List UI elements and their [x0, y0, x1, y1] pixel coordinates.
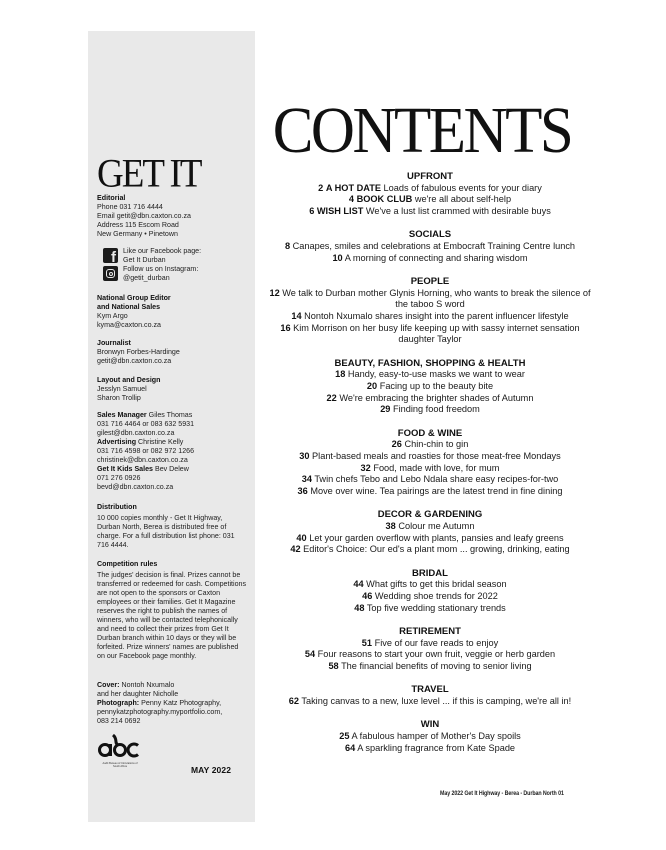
toc-page-number: 64 [344, 742, 356, 753]
toc-entry-title: The financial benefits of moving to senior living [341, 661, 532, 672]
toc-page-number: 18 [335, 369, 346, 380]
toc-section [262, 276, 598, 346]
editorial-email[interactable]: Email getit@dbn.caxton.co.za [97, 212, 191, 220]
toc-section-heading: TRAVEL [411, 684, 449, 696]
advertising-phone: 031 716 4598 or 082 972 1266 [97, 447, 195, 455]
toc-section [262, 171, 598, 218]
toc-entry[interactable] [262, 241, 598, 253]
toc-entry-title: Facing up to the beauty bite [379, 381, 494, 392]
toc-entry-title: Five of our fave reads to enjoy [374, 637, 499, 648]
toc-page-number: 48 [354, 602, 365, 613]
issue-date: MAY 2022 [191, 765, 232, 775]
abc-logo-caption: Audit Bureau of Circulations of South Africa [102, 762, 138, 768]
instagram-icon [103, 266, 118, 281]
toc-entry-title: Handy, easy-to-use masks we want to wear [347, 369, 525, 380]
competition-rules-block [97, 560, 247, 661]
toc-entry[interactable] [262, 521, 598, 533]
photograph-phone: 083 214 0692 [97, 717, 141, 725]
photograph-url[interactable]: pennykatzphotography.myportfolio.com, [97, 708, 223, 716]
toc-entry[interactable] [262, 404, 598, 416]
toc-section-heading: DECOR & GARDENING [377, 509, 483, 521]
toc-entry-title: We're embracing the brighter shades of Autumn [339, 392, 534, 403]
toc-entry[interactable] [262, 194, 598, 206]
toc-section [262, 428, 598, 498]
toc-entry-title: A sparkling fragrance from Kate Spade [357, 742, 516, 753]
sales-block [97, 411, 255, 492]
toc-entry[interactable] [262, 463, 598, 475]
toc-section-heading: FOOD & WINE [397, 427, 463, 439]
instagram-handle: @getit_durban [123, 274, 170, 282]
toc-page-number: 40 [296, 532, 307, 543]
sales-manager-email[interactable]: gilest@dbn.caxton.co.za [97, 429, 175, 437]
journalist-heading: Journalist [97, 339, 131, 347]
toc-page-number: 62 [288, 696, 299, 707]
toc-entry[interactable] [262, 731, 598, 743]
toc-page-number: 10 [332, 252, 343, 263]
toc-entry-title: Chin-chin to gin [404, 439, 469, 450]
sales-manager-line: Sales Manager Giles Thomas [97, 411, 193, 419]
toc-entry[interactable] [262, 579, 598, 591]
toc-entry[interactable] [262, 311, 598, 323]
toc-entry[interactable] [262, 474, 598, 486]
toc-entry[interactable] [262, 591, 598, 603]
toc-entry-title: we're all about self-help [414, 194, 512, 205]
toc-page-number: 4 [348, 194, 355, 205]
layout-designer-1: Jesslyn Samuel [97, 385, 147, 393]
national-editor-heading-1: National Group Editor [97, 294, 171, 302]
journalist-email[interactable]: getit@dbn.caxton.co.za [97, 357, 172, 365]
editorial-block [97, 194, 255, 239]
sales-manager-phone: 031 716 4464 or 083 632 5931 [97, 420, 195, 428]
toc-entry-title: Nontoh Nxumalo shares insight into the parent influencer lifestyle [304, 311, 569, 322]
toc-page-number: 22 [326, 392, 337, 403]
page-folio: May 2022 Get It Highway - Berea - Durban North 01 [440, 790, 564, 797]
toc-entry[interactable] [262, 206, 598, 218]
instagram-label: Follow us on Instagram: [123, 265, 199, 273]
toc-entry[interactable] [262, 649, 598, 661]
toc-page-number: 51 [361, 637, 373, 648]
toc-entry-title: Editor's Choice: Our ed's a plant mom ... growing, drinking, eating [303, 544, 570, 555]
toc-entry-title: Taking canvas to a new, luxe level ... if this is camping, we're all in! [301, 696, 572, 707]
facebook-handle: Get It Durban [123, 256, 166, 264]
editorial-address: Address 115 Escom Road [97, 221, 179, 229]
toc-section [262, 719, 598, 754]
journalist-name: Bronwyn Forbes-Hardinge [97, 348, 180, 356]
toc-entry[interactable] [262, 393, 598, 405]
toc-entry-title: Finding food freedom [392, 404, 480, 415]
toc-kicker: A HOT DATE [325, 182, 381, 193]
masthead-logo: GET IT [97, 151, 201, 197]
national-editor-email[interactable]: kyma@caxton.co.za [97, 321, 161, 329]
national-editor-name: Kym Argo [97, 312, 128, 320]
national-editor-heading-2: and National Sales [97, 303, 161, 311]
cover-line-2: and her daughter Nicholle [97, 690, 179, 698]
toc-kicker: WISH LIST [316, 206, 364, 217]
toc-entry-title: Canapes, smiles and celebrations at Embocraft Training Centre lunch [292, 241, 576, 252]
toc-kicker: BOOK CLUB [356, 194, 413, 205]
toc-page-number: 26 [391, 439, 402, 450]
photograph-line: Photograph: Penny Katz Photography, [97, 699, 222, 707]
instagram-link[interactable] [103, 265, 261, 283]
toc-section-heading: BRIDAL [412, 567, 448, 579]
toc-entry-title: Food, made with love, for mum [373, 462, 500, 473]
toc-entry[interactable] [262, 288, 598, 311]
toc-page-number: 2 [318, 182, 324, 193]
toc-section-heading: PEOPLE [410, 275, 450, 287]
toc-page-number: 44 [353, 579, 364, 590]
editorial-heading: Editorial [97, 194, 126, 202]
toc-entry-title: Kim Morrison on her busy life keeping up with sassy internet sensation daughter Taylor [293, 322, 580, 345]
journalist-block [97, 339, 255, 366]
competition-heading: Competition rules [97, 560, 158, 568]
page-title: CONTENTS [272, 94, 572, 168]
toc-entry-title: We talk to Durban mother Glynis Horning, who wants to break the silence of the taboo S word [282, 287, 591, 310]
toc-page-number: 12 [269, 287, 280, 298]
facebook-label: Like our Facebook page: [123, 247, 202, 255]
toc-entry-title: Top five wedding stationary trends [366, 602, 506, 613]
toc-entry-title: Four reasons to start your own fruit, veggie or herb garden [317, 649, 556, 660]
toc-page-number: 20 [366, 381, 378, 392]
toc-entry[interactable] [262, 323, 598, 346]
toc-entry-title: Plant-based meals and roasties for those meat-free Mondays [312, 451, 561, 462]
toc-entry-title: We've a lust list crammed with desirable buys [365, 206, 551, 217]
social-block [103, 247, 261, 283]
toc-entry[interactable] [262, 253, 598, 265]
toc-entry[interactable] [262, 439, 598, 451]
toc-entry[interactable] [262, 603, 598, 615]
toc-entry-title: Wedding shoe trends for 2022 [374, 591, 498, 602]
editorial-area: New Germany • Pinetown [97, 230, 178, 238]
toc-page-number: 42 [290, 544, 301, 555]
toc-entry-title: A morning of connecting and sharing wisdom [344, 252, 528, 263]
toc-page-number: 6 [309, 206, 315, 217]
kids-sales-line: Get It Kids Sales Bev Delew [97, 465, 189, 473]
toc-page-number: 14 [291, 311, 302, 322]
toc-entry[interactable] [262, 381, 598, 393]
toc-section-heading: BEAUTY, FASHION, SHOPPING & HEALTH [334, 357, 526, 369]
table-of-contents [262, 171, 598, 766]
toc-page-number: 16 [280, 322, 291, 333]
toc-section [262, 626, 598, 673]
toc-entry-title: Colour me Autumn [398, 521, 475, 532]
facebook-link[interactable] [103, 247, 261, 265]
toc-page-number: 25 [339, 730, 350, 741]
toc-page-number: 8 [284, 241, 291, 252]
toc-page-number: 30 [299, 451, 310, 462]
toc-entry[interactable] [262, 544, 598, 556]
national-editor-block [97, 294, 255, 330]
toc-page-number: 34 [301, 474, 312, 485]
toc-page-number: 58 [328, 661, 339, 672]
toc-entry-title: Loads of fabulous events for your diary [383, 182, 542, 193]
toc-page-number: 54 [304, 649, 316, 660]
advertising-line: Advertising Christine Kelly [97, 438, 184, 446]
toc-entry[interactable] [262, 486, 598, 498]
advertising-email[interactable]: christinek@dbn.caxton.co.za [97, 456, 188, 464]
toc-page-number: 38 [385, 521, 396, 532]
toc-entry[interactable] [262, 369, 598, 381]
toc-page-number: 29 [380, 404, 391, 415]
toc-section-heading: UPFRONT [407, 171, 453, 182]
toc-entry[interactable] [262, 661, 598, 673]
cover-credit-block [97, 681, 249, 726]
toc-section [262, 568, 598, 615]
toc-entry-title: Move over wine. Tea pairings are the latest trend in fine dining [310, 486, 563, 497]
toc-entry[interactable] [262, 638, 598, 650]
toc-section [262, 358, 598, 417]
toc-page-number: 36 [297, 486, 308, 497]
competition-text: The judges' decision is final. Prizes cannot be transferred or redeemed for cash. Competitions are not open to the sponsors or Caxton employees or their families. Get It Magazine reserves the right to publish the names of winners, who will be contacted telephonically and need to collect their prizes from Get It Durban branch within 10 days or they will be forfeited. Prize winners' names are published on our Facebook page monthly. [97, 571, 247, 660]
toc-page-number: 46 [362, 591, 373, 602]
layout-design-heading: Layout and Design [97, 376, 161, 384]
toc-entry-title: A fabulous hamper of Mother's Day spoils [351, 730, 521, 741]
facebook-icon: f [103, 248, 118, 263]
distribution-block [97, 503, 247, 550]
toc-page-number: 32 [360, 462, 371, 473]
toc-entry[interactable] [262, 183, 598, 195]
cover-line: Cover: Nontoh Nxumalo [97, 681, 175, 689]
distribution-heading: Distribution [97, 503, 137, 511]
toc-entry[interactable] [262, 696, 598, 708]
toc-entry-title: Let your garden overflow with plants, pansies and leafy greens [309, 532, 564, 543]
toc-section-heading: SOCIALS [408, 229, 452, 241]
toc-section-heading: WIN [420, 719, 440, 731]
toc-entry[interactable] [262, 743, 598, 755]
toc-section-heading: RETIREMENT [399, 626, 461, 637]
toc-entry-title: Twin chefs Tebo and Lebo Ndala share easy recipes-for-two [314, 474, 559, 485]
toc-section [262, 509, 598, 556]
toc-entry[interactable] [262, 533, 598, 545]
toc-entry[interactable] [262, 451, 598, 463]
editorial-phone: Phone 031 716 4444 [97, 203, 163, 211]
toc-entry-title: What gifts to get this bridal season [366, 579, 507, 590]
toc-section [262, 229, 598, 264]
toc-section [262, 684, 598, 707]
distribution-text: 10 000 copies monthly - Get It Highway, Durban North, Berea is distributed free of charge. For a full distribution list phone: 031 716 4444. [97, 514, 235, 549]
kids-sales-email[interactable]: bevd@dbn.caxton.co.za [97, 483, 174, 491]
kids-sales-phone: 071 276 0926 [97, 474, 141, 482]
layout-designer-2: Sharon Trollip [97, 394, 141, 402]
layout-design-block [97, 376, 255, 403]
